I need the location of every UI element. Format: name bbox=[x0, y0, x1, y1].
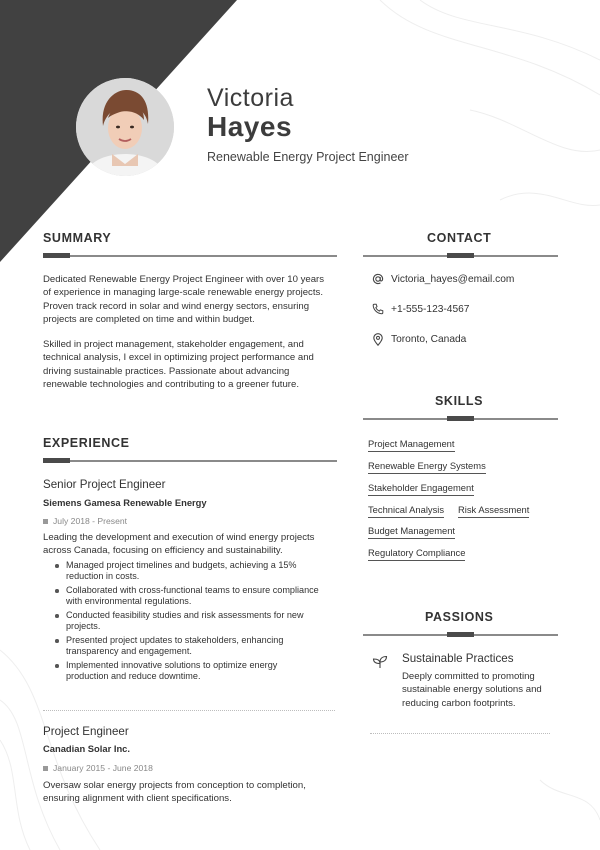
contact-location: Toronto, Canada bbox=[372, 333, 466, 346]
phone-icon bbox=[372, 303, 384, 315]
skill-tag: Renewable Energy Systems bbox=[368, 460, 486, 474]
job-company: Siemens Gamesa Renewable Energy bbox=[43, 497, 207, 508]
job-company: Canadian Solar Inc. bbox=[43, 743, 131, 754]
summary-rule bbox=[43, 255, 337, 257]
first-name: Victoria bbox=[207, 84, 294, 112]
date-marker-icon bbox=[43, 766, 48, 771]
list-item: Conducted feasibility studies and risk assessments for new projects. bbox=[52, 610, 342, 632]
location-pin-icon bbox=[372, 333, 384, 346]
skill-tag: Stakeholder Engagement bbox=[368, 482, 474, 496]
job-bullets bbox=[52, 560, 342, 685]
contact-heading: CONTACT bbox=[427, 231, 492, 245]
skill-tag: Project Management bbox=[368, 438, 455, 452]
last-name: Hayes bbox=[207, 111, 293, 142]
skill-tag: Risk Assessment bbox=[458, 504, 529, 518]
passions-rule bbox=[363, 634, 558, 636]
avatar bbox=[76, 78, 174, 176]
job-divider bbox=[43, 710, 335, 711]
skill-tag: Regulatory Compliance bbox=[368, 547, 465, 561]
passion-divider bbox=[370, 733, 550, 734]
skills-heading: SKILLS bbox=[435, 394, 484, 408]
contact-rule bbox=[363, 255, 558, 257]
skill-tag: Budget Management bbox=[368, 525, 455, 539]
contact-phone[interactable]: +1-555-123-4567 bbox=[372, 303, 469, 315]
job-dates: January 2015 - June 2018 bbox=[43, 763, 153, 773]
skill-tag: Technical Analysis bbox=[368, 504, 444, 518]
skills-rule bbox=[363, 418, 558, 420]
leaf-sprout-icon bbox=[372, 655, 388, 669]
passion-title: Sustainable Practices bbox=[402, 652, 514, 665]
summary-heading: SUMMARY bbox=[43, 231, 112, 245]
job-description: Leading the development and execution of wind energy projects across Canada, focusing on efficiency and sustainability. bbox=[43, 532, 315, 557]
job-role: Senior Project Engineer bbox=[43, 478, 166, 491]
passion-description: Deeply committed to promoting sustainable energy solutions and reducing carbon footprints. bbox=[402, 671, 542, 709]
list-item: Implemented innovative solutions to optimize energy production and reduce downtime. bbox=[52, 660, 342, 682]
at-icon bbox=[372, 273, 384, 285]
job-description: Oversaw solar energy projects from conception to completion, ensuring alignment with client specifications. bbox=[43, 780, 306, 805]
list-item: Managed project timelines and budgets, achieving a 15% reduction in costs. bbox=[52, 560, 342, 582]
list-item: Presented project updates to stakeholders, enhancing transparency and engagement. bbox=[52, 635, 342, 657]
summary-paragraph-1: Dedicated Renewable Energy Project Engineer with over 10 years of experience in managing large-scale renewable energy projects. Proven track record in solar and wind energy sectors, ensuring projects are completed on time and within budget. bbox=[43, 274, 325, 326]
passions-heading: PASSIONS bbox=[425, 610, 494, 624]
job-role: Project Engineer bbox=[43, 725, 129, 738]
list-item: Collaborated with cross-functional teams to ensure compliance with environmental regulations. bbox=[52, 585, 342, 607]
experience-rule bbox=[43, 460, 337, 462]
job-dates: July 2018 - Present bbox=[43, 516, 127, 526]
job-title: Renewable Energy Project Engineer bbox=[207, 150, 409, 164]
date-marker-icon bbox=[43, 519, 48, 524]
contact-email[interactable]: Victoria_hayes@email.com bbox=[372, 273, 514, 285]
summary-paragraph-2: Skilled in project management, stakeholder engagement, and technical analysis, I excel in optimizing project performance and driving sustainable practices. Passionate about advancing renewable technologies and contributing to a greener future. bbox=[43, 339, 314, 391]
experience-heading: EXPERIENCE bbox=[43, 436, 130, 450]
avatar-portrait bbox=[76, 78, 174, 176]
